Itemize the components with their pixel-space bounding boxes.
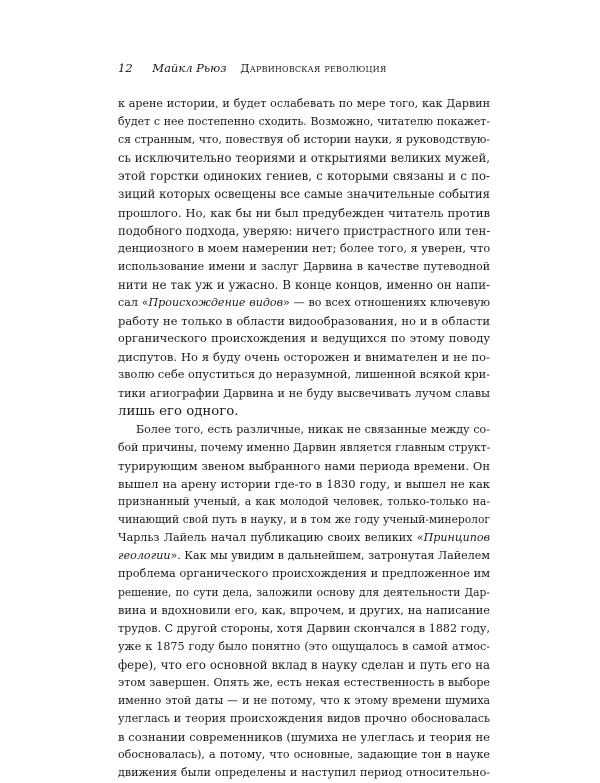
text-line: этом завершен. Опять же, есть некая естественность в выборе bbox=[118, 676, 490, 689]
text-line: этой горстки одиноких гениев, с которыми связаны и с по- bbox=[118, 169, 490, 184]
text-line: бой причины, почему именно Дарвин является главным структ- bbox=[118, 440, 490, 454]
text-line: улеглась и теория происхождения видов прочно обосновалась bbox=[118, 712, 490, 726]
text-line: прошлого. Но, как бы ни был предубежден читатель против bbox=[118, 205, 490, 220]
text-line: чинающий свой путь в науку, и в том же году ученый-минеролог bbox=[118, 513, 490, 527]
text-line: признанный ученый, а как молодой человек, только-только на- bbox=[118, 495, 490, 509]
text-line: нити не так уж и ужасно. В конце концов, именно он напи- bbox=[118, 277, 490, 292]
text-line: фере), что его основной вклад в науку сделан и путь его на bbox=[118, 657, 490, 672]
text-line: использование имени и заслуг Дарвина в качестве путеводной bbox=[118, 259, 490, 273]
text-line: тики агиографии Дарвина и не буду высвечивать лучом славы bbox=[118, 386, 490, 400]
author-name: Майкл Рьюз bbox=[152, 61, 227, 75]
text-line: обосновалась), а потому, что основные, задающие тон в науке bbox=[118, 748, 490, 762]
text-line: сал «Происхождение видов» — во всех отношениях ключевую bbox=[118, 296, 490, 310]
text-line: Более того, есть различные, никак не связанные между со- bbox=[136, 422, 490, 436]
book-title: Дарвиновская революция bbox=[240, 61, 387, 75]
text-line: Чарльз Лайель начал публикацию своих великих «Принципов bbox=[118, 531, 490, 545]
text-line: лишь его одного. bbox=[118, 403, 239, 419]
text-line: турирующим звеном выбранного нами периода времени. Он bbox=[118, 458, 490, 473]
text-line: уже к 1875 году было понятно (это ощущалось в самой атмос- bbox=[118, 639, 490, 653]
text-line: подобного подхода, уверяю: ничего пристрастного или тен- bbox=[118, 223, 490, 238]
text-line: ся странным, что, повествуя об истории науки, я руководствую- bbox=[118, 133, 490, 147]
text-line: диспутов. Но я буду очень осторожен и внимателен и не по- bbox=[118, 350, 490, 365]
text-line: трудов. С другой стороны, хотя Дарвин скончался в 1882 году, bbox=[118, 621, 490, 635]
text-line: работу не только в области видообразования, но и в области bbox=[118, 314, 490, 329]
paragraph-2 bbox=[118, 421, 490, 783]
text-line: сь исключительно теориями и открытиями великих мужей, bbox=[118, 151, 490, 166]
text-line: органического происхождения и ведущихся по этому поводу bbox=[118, 332, 490, 346]
text-line: именно этой даты — и не потому, что к этому времени шумиха bbox=[118, 694, 490, 708]
paragraph-1 bbox=[118, 95, 490, 421]
text-line: вина и вдохновили его, как, впрочем, и других, на написание bbox=[118, 603, 490, 617]
text-line: вышел на арену истории где-то в 1830 году, и вышел не как bbox=[118, 476, 490, 491]
text-line: зиций которых освещены все самые значительные события bbox=[118, 187, 490, 202]
text-line: геологии». Как мы увидим в дальнейшем, затронутая Лайелем bbox=[118, 549, 490, 563]
text-line: движения были определены и наступил период относительно- bbox=[118, 766, 490, 780]
text-line: проблема органического происхождения и предложенное им bbox=[118, 567, 490, 581]
text-line: в сознании современников (шумиха не улеглась и теория не bbox=[118, 730, 490, 745]
text-line: решение, по сути дела, заложили основу для деятельности Дар- bbox=[118, 585, 490, 599]
text-line: денциозного в моем намерении нет; более того, я уверен, что bbox=[118, 241, 490, 255]
text-line: к арене истории, и будет ослабевать по мере того, как Дарвин bbox=[118, 97, 490, 110]
running-head bbox=[118, 61, 540, 75]
text-line: зволю себе опуститься до неразумной, лишенной всякой кри- bbox=[118, 368, 490, 382]
page-number: 12 bbox=[118, 61, 133, 75]
text-line: будет с нее постепенно сходить. Возможно, читателю покажет- bbox=[118, 115, 490, 129]
body-text bbox=[118, 95, 490, 783]
